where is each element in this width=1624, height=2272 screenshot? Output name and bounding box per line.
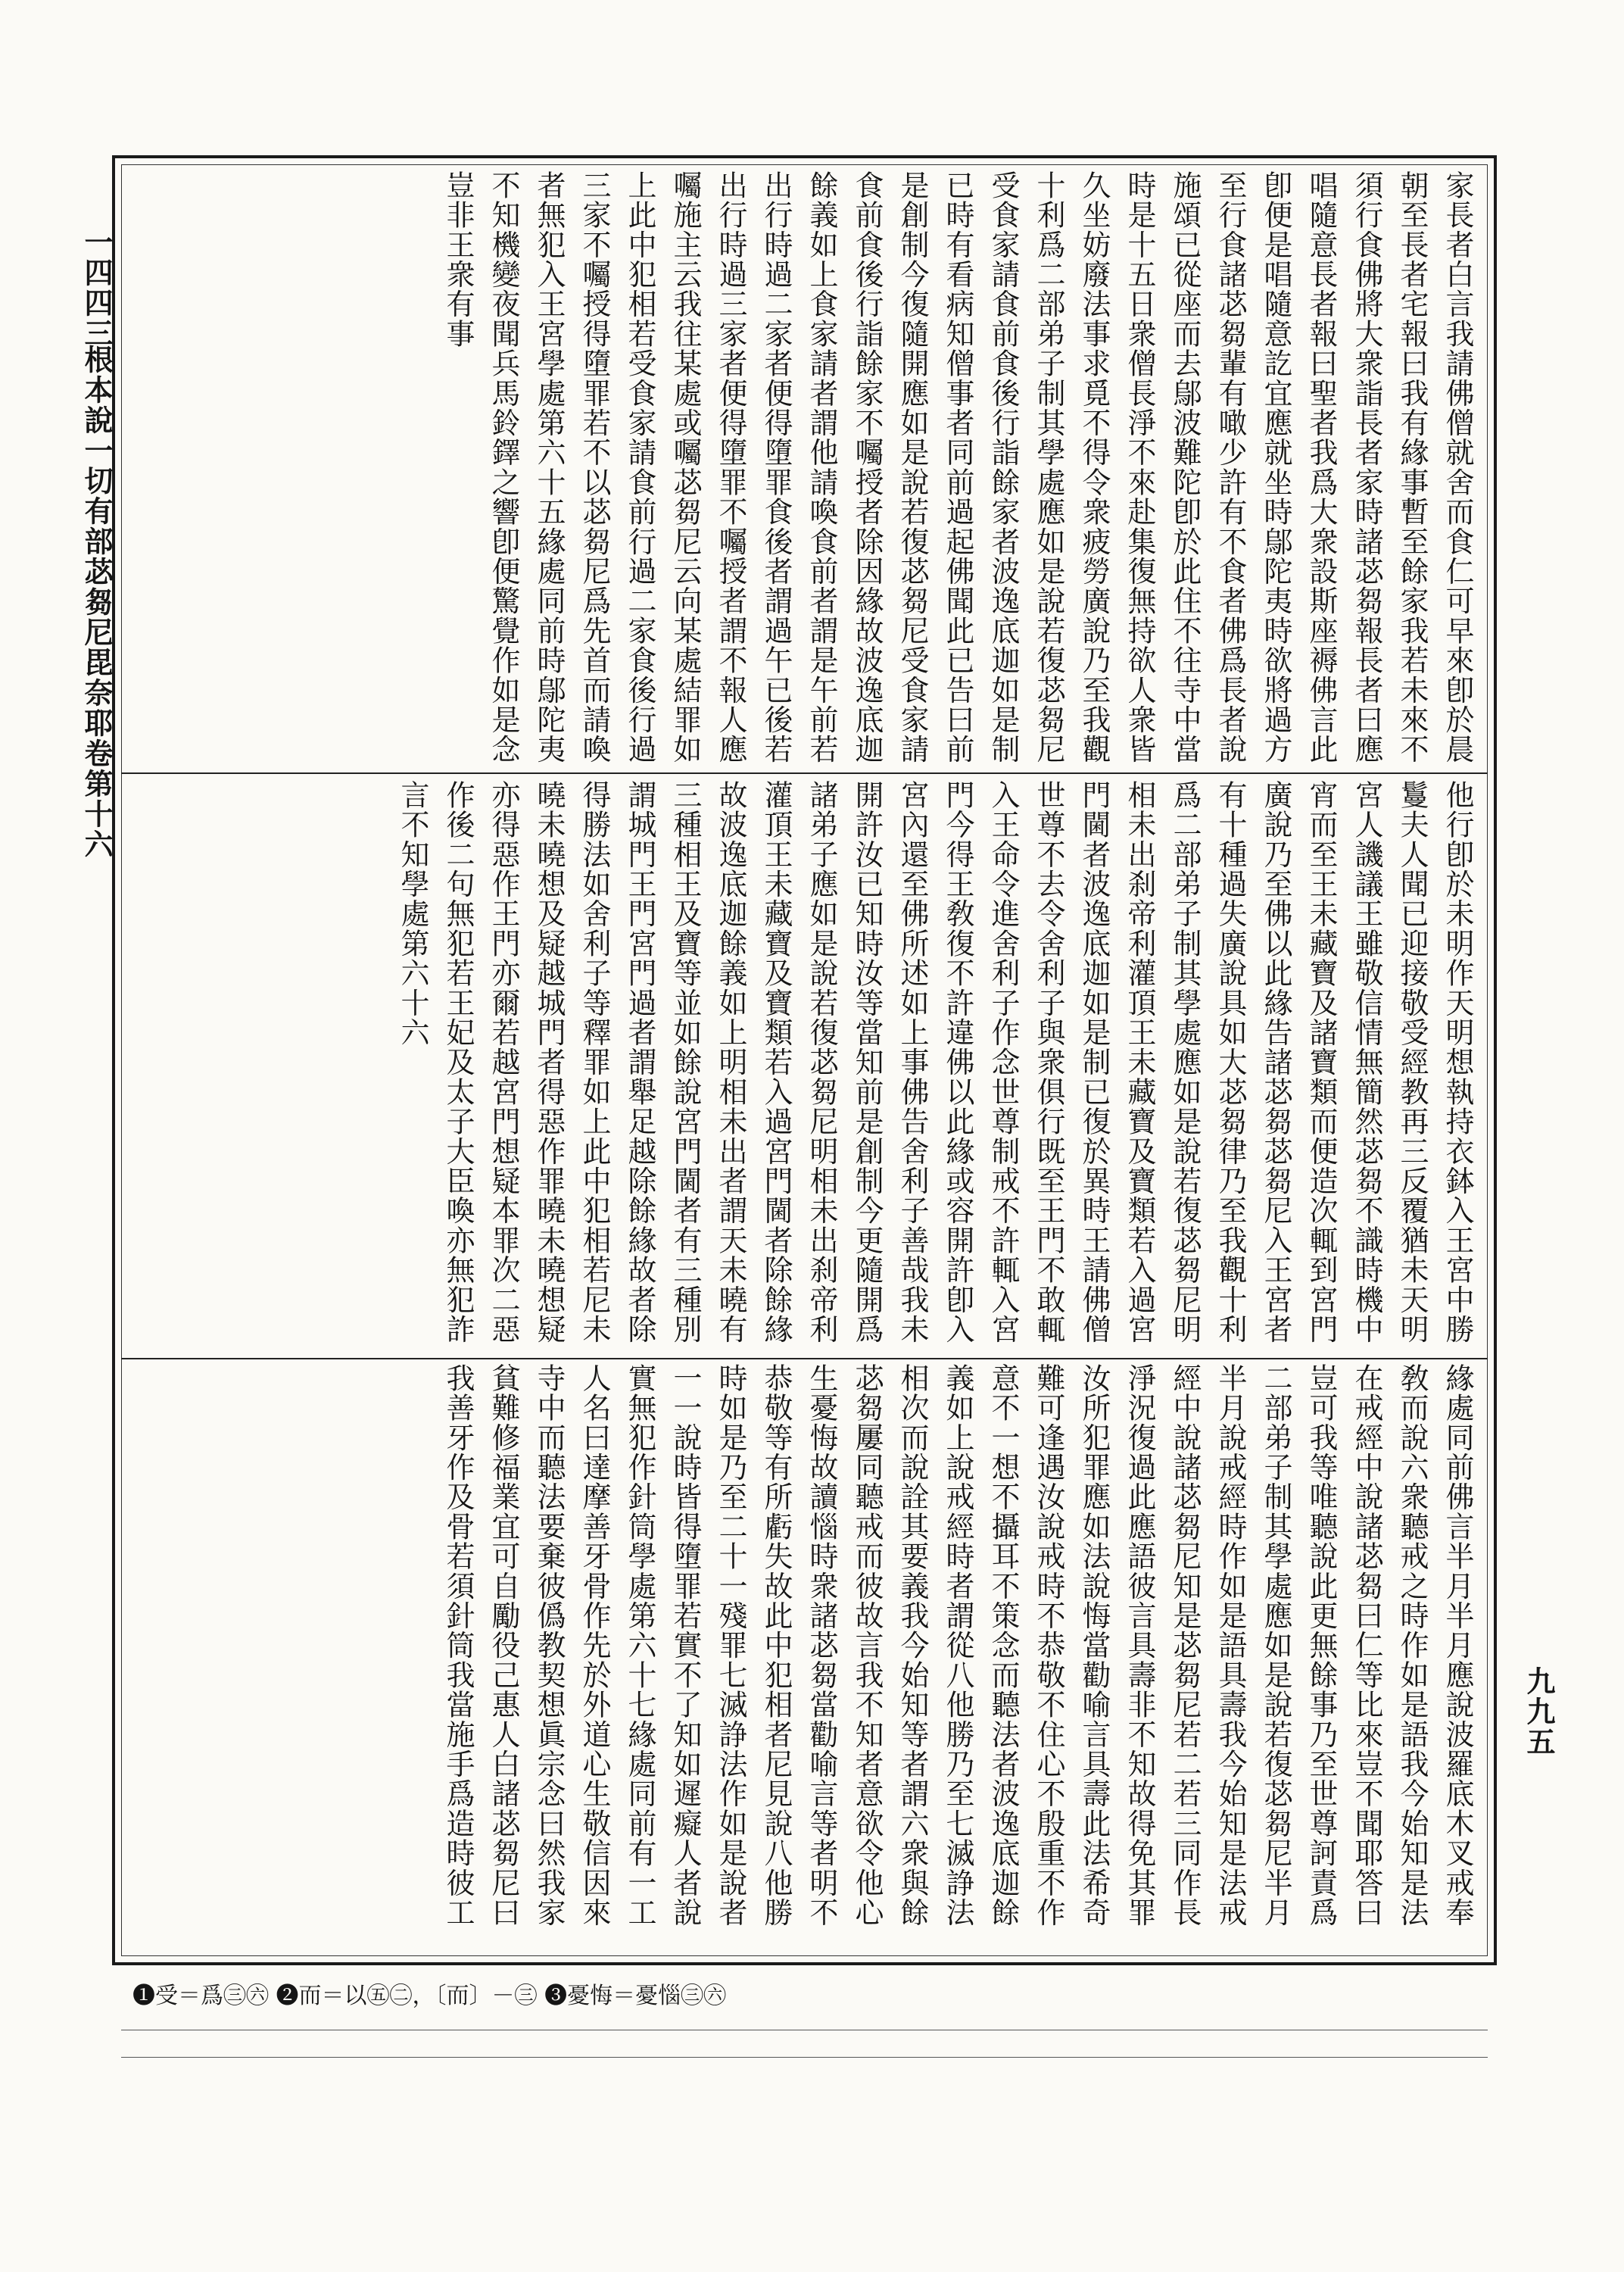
text-register-lower xyxy=(132,1363,1480,1954)
register-text: 家長者白言我請佛僧就舍而食仁可早來卽於晨朝至長者宅報曰我有緣事暫至餘家我若未來不須行食佛將大衆詣長者家時諸苾芻報長者曰應唱隨意長者報曰聖者我爲大衆設斯座褥佛言此卽便是唱隨意訖宜應就坐時鄔陀夷時欲將過方至行食諸苾芻輩有噉少許有不食者佛爲長者說施頌已從座而去鄔波難陀卽於此住不往寺中當時是十五日衆僧長淨不來赴集復無持欲人衆皆久坐妨廢法事求覓不得令衆疲勞廣說乃至我觀十利爲二部弟子制其學處應如是說若復苾芻尼受食家請食前食後行詣餘家者波逸底迦如是制已時有看病知僧事者同前過起佛聞此已告曰前是創制今復隨開應如是說若復苾芻尼受食家請食前食後行詣餘家不囑授者除因緣故波逸底迦餘義如上食家請者謂他請喚食前者謂是午前若出行時過二家者便得墮罪食後者謂過午已後若出行時過三家者便得墮罪不囑授者謂不報人應囑施主云我往某處或囑苾芻尼云向某處結罪如上此中犯相若受食家請食前行過二家食後行過三家不囑授得墮罪若不以苾芻尼爲先首而請喚者無犯入王宮學處第六十五緣處同前時鄔陀夷不知機變夜聞兵馬鈴鐸之響卽便驚覺作如是念豈非王衆有事 xyxy=(441,170,1474,764)
register-text: 他行卽於未明作天明想執持衣鉢入王宮中勝鬘夫人聞已迎接敬受經教再三反覆猶未天明宮人譏議王雖敬信情無簡然苾芻不識時機中宵而至王未藏寶及諸寶類而便造次輒到宮門廣說乃至佛以此緣告諸苾芻苾芻尼入王宮者有十種過失廣說具如大苾芻律乃至我觀十利爲二部弟子制其學處應如是說若復苾芻尼明相未出刹帝利灌頂王未藏寶及寶類若入過宮門閫者波逸底迦如是制已復於異時王請佛僧世尊不去令舍利子與衆俱行既至王門不敢輒入王命令進舍利子作念世尊制戒不許輒入宮門今得王敎復不許違佛以此緣或容開許卽入宮內還至佛所述如上事佛告舍利子善哉我未開許汝已知時汝等當知前是創制今更隨開爲諸弟子應如是說若復苾芻尼明相未出刹帝利灌頂王未藏寶及寶類若入過宮門閫者除餘緣故波逸底迦餘義如上明相未出者謂天未曉有三種相王及寶等並如餘說宮門閫者有三種別謂城門王門宮門過者謂舉足越除餘緣故者除得勝法如舍利子等釋罪如上此中犯相若尼未曉未曉想及疑越城門者得惡作罪曉未曉想疑亦得惡作王門亦爾若越宮門想疑本罪次二惡作後二句無犯若王妃及太子大臣喚亦無犯詐言不知學處第六十六 xyxy=(396,780,1474,1344)
page-number-right: 九九五 xyxy=(1522,1666,1556,1757)
register-divider-2 xyxy=(121,1358,1488,1359)
text-register-middle xyxy=(132,780,1480,1356)
footnotes: ❶受＝爲㊂㊅ ❷而＝以㊄㊁，〔而〕－㊂ ❸憂悔＝憂惱㊂㊅ xyxy=(132,1983,727,2009)
register-divider-1 xyxy=(121,772,1488,774)
text-register-upper xyxy=(132,170,1480,769)
register-text: 緣處同前佛言半月半月應說波羅底木叉戒奉敎而說六衆聽戒之時作如是語我今始知是法在戒經中說諸苾芻曰仁等比來豈不聞耶答曰豈可我等唯聽說此更無餘事乃至世尊訶責爲二部弟子制其學處應如是說若復苾芻尼半月半月說戒經時作如是語具壽我今始知是法戒經中說諸苾芻尼知是苾芻尼若二若三同作長淨況復過此應語彼言具壽非不知故得免其罪汝所犯罪應如法說悔當勸喻言具壽此法希奇難可逢遇汝說戒時不恭敬不住心不殷重不作意不一想不攝耳不策念而聽法者波逸底迦餘義如上說戒經時者謂從八他勝乃至七滅諍法相次而說詮其要義我今始知等者謂六衆與餘苾芻屢同聽戒而彼故言我不知者意欲令他心生憂悔故讀惱時衆諸苾芻當勸喻言等者明不恭敬等有所虧失故此中犯相者尼見說八他勝時如是乃至二十一殘罪七滅諍法作如是說者一一說時皆得墮罪若實不了知如遲癡人者說實無犯作針筒學處第六十七緣處同前有一工人名曰達摩善牙骨作先於外道心生敬信因來寺中而聽法要棄彼僞教契想眞宗念曰然我家貧難修福業宜可自勵役己惠人白諸苾芻尼曰我善牙作及骨若須針筒我當施手爲造時彼工 xyxy=(441,1363,1474,1927)
running-title: 根本說一切有部苾芻尼毘奈耶卷第十六 xyxy=(79,345,114,860)
bottom-rule-2 xyxy=(121,2057,1488,2058)
page-number-left: 一四四三 xyxy=(79,227,114,348)
